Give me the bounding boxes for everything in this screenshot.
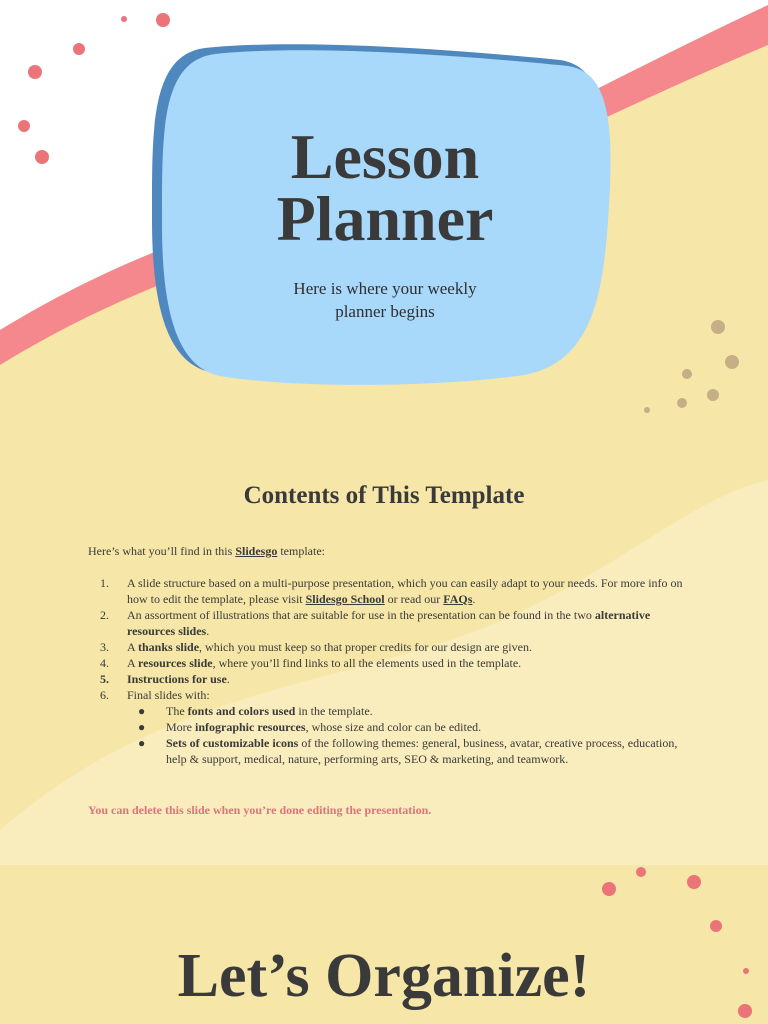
- sub-item-2: [88, 719, 688, 735]
- list-number: 3.: [100, 640, 109, 654]
- subtitle-line-1: Here is where your weekly: [293, 279, 477, 298]
- title-card: [150, 40, 620, 390]
- list-item-2: [88, 607, 688, 639]
- item-bold: Instructions for use: [127, 672, 227, 686]
- item-text: The: [166, 704, 188, 718]
- item-text: More: [166, 720, 195, 734]
- delete-note: You can delete this slide when you’re done editing the presentation.: [88, 803, 432, 817]
- faqs-link[interactable]: FAQs: [443, 592, 473, 606]
- list-item-4: [88, 655, 688, 671]
- list-number: 5.: [100, 672, 109, 686]
- item-text: , which you must keep so that proper credits for our design are given.: [199, 640, 532, 654]
- item-bold: Sets of customizable icons: [166, 736, 299, 750]
- sub-item-3: [88, 735, 688, 767]
- item-text: An assortment of illustrations that are suitable for use in the presentation can be found in the two: [127, 608, 595, 622]
- bullet-icon: ●: [138, 736, 146, 750]
- page-title: [150, 121, 620, 254]
- organize-title: Let’s Organize!: [177, 942, 591, 1010]
- item-bold: infographic resources: [195, 720, 306, 734]
- title-line-2: Planner: [276, 183, 494, 254]
- list-item-6: [88, 687, 688, 703]
- page-subtitle: [265, 277, 505, 323]
- item-bold: resources slide: [138, 656, 213, 670]
- item-text: .: [206, 624, 210, 638]
- item-text: of the following themes: general, business, avatar, creative process, education, help & support, medical, nature, performing arts, SEO & marketing, and teamwork.: [166, 736, 678, 766]
- intro-suffix: template:: [277, 544, 325, 558]
- list-item-1: [88, 575, 688, 607]
- sub-item-1: [88, 703, 688, 719]
- item-text: A: [127, 656, 139, 670]
- item-text: or read our: [384, 592, 444, 606]
- item-text: .: [226, 672, 230, 686]
- list-number: 6.: [100, 688, 109, 702]
- list-number: 1.: [100, 576, 109, 590]
- list-item-3: [88, 639, 688, 655]
- intro-text: [88, 544, 325, 559]
- subtitle-line-2: planner begins: [335, 302, 435, 321]
- tan-dots: [644, 320, 739, 413]
- item-text: in the template.: [295, 704, 373, 718]
- item-text: Final slides with:: [127, 688, 210, 702]
- item-bold: thanks slide: [138, 640, 200, 654]
- slidesgo-school-link[interactable]: Slidesgo School: [305, 592, 385, 606]
- item-bold: alternative resources slides: [127, 608, 651, 638]
- title-line-1: Lesson: [290, 121, 480, 192]
- list-number: 4.: [100, 656, 109, 670]
- list-item-5: [88, 671, 688, 687]
- bullet-icon: ●: [138, 720, 146, 734]
- list-number: 2.: [100, 608, 109, 622]
- contents-list: [88, 575, 688, 767]
- item-text: , where you’ll find links to all the elements used in the template.: [212, 656, 522, 670]
- slidesgo-link[interactable]: Slidesgo: [235, 544, 278, 558]
- bullet-icon: ●: [138, 704, 146, 718]
- contents-heading: Contents of This Template: [243, 482, 525, 509]
- item-text: A slide structure based on a multi-purpose presentation, which you can easily adapt to your needs. For more info on how to edit the template, please visit: [127, 576, 683, 606]
- intro-prefix: Here’s what you’ll find in this: [88, 544, 236, 558]
- item-text: A: [127, 640, 139, 654]
- item-bold: fonts and colors used: [187, 704, 296, 718]
- item-text: .: [472, 592, 476, 606]
- item-text: , whose size and color can be edited.: [305, 720, 482, 734]
